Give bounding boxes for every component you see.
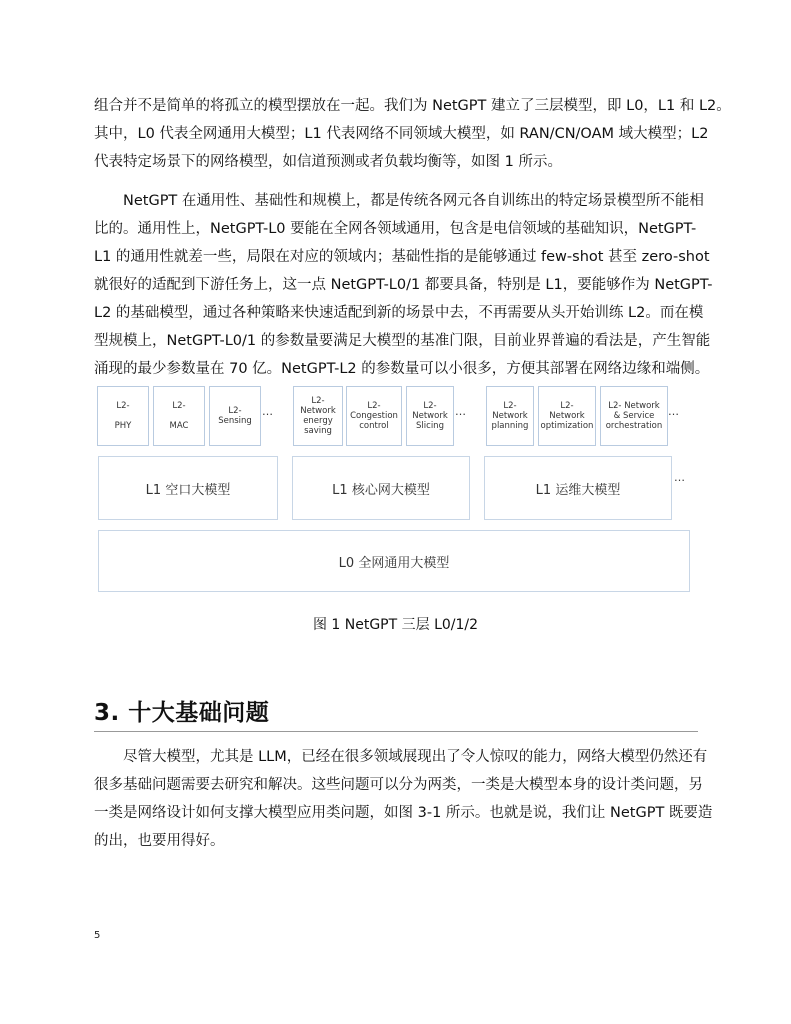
- ellipsis: …: [668, 405, 679, 418]
- text-line: 涌现的最少参数量在 70 亿。NetGPT-L2 的参数量可以小很多，方便其部署在网络边缘和端侧。: [94, 361, 710, 377]
- l2-box-network-planning: L2- Network planning: [486, 386, 534, 446]
- l2-box-phy: L2- PHY: [97, 386, 149, 446]
- text-line: 代表特定场景下的网络模型，如信道预测或者负载均衡等，如图 1 所示。: [94, 154, 562, 170]
- text-line: 组合并不是简单的将孤立的模型摆放在一起。我们为 NetGPT 建立了三层模型，即 L0，L1 和 L2。: [94, 98, 731, 114]
- heading-rule: [94, 731, 698, 732]
- text-line: L1 的通用性就差一些，局限在对应的领域内；基础性指的是能够通过 few-shot 甚至 zero-shot: [94, 249, 710, 265]
- figure-caption: 图 1 NetGPT 三层 L0/1/2: [312, 617, 479, 633]
- text-line: 一类是网络设计如何支撑大模型应用类问题，如图 3-1 所示。也就是说，我们让 NetGPT 既要造: [94, 805, 713, 821]
- body-paragraph: [94, 187, 713, 383]
- ellipsis: …: [455, 405, 466, 418]
- l2-box-energy-saving: L2- Network energy saving: [293, 386, 343, 446]
- text-line: 型规模上，NetGPT-L0/1 的参数量要满足大模型的基准门限，目前业界普遍的看法是，产生智能: [94, 333, 711, 349]
- l1-box-ran: L1 空口大模型: [98, 456, 278, 520]
- l2-box-sensing: L2- Sensing: [209, 386, 261, 446]
- l1-box-core: L1 核心网大模型: [292, 456, 470, 520]
- l1-box-oam: L1 运维大模型: [484, 456, 672, 520]
- section-heading: 3. 十大基础问题: [94, 700, 270, 726]
- l2-box-congestion-control: L2- Congestion control: [346, 386, 402, 446]
- l2-box-network-optimization: L2- Network optimization: [538, 386, 596, 446]
- text-line: 就很好的适配到下游任务上，这一点 NetGPT-L0/1 都要具备，特别是 L1，要能够作为 NetGPT-: [94, 277, 713, 293]
- text-line: 比的。通用性上，NetGPT-L0 要能在全网各领域通用，包含是电信领域的基础知识，NetGPT-: [94, 221, 697, 237]
- intro-paragraph: [94, 92, 731, 176]
- ellipsis: …: [262, 405, 273, 418]
- l2-box-network-slicing: L2- Network Slicing: [406, 386, 454, 446]
- text-line: L2 的基础模型，通过各种策略来快速适配到新的场景中去，不再需要从头开始训练 L2。而在模: [94, 305, 704, 321]
- text-line: 其中，L0 代表全网通用大模型；L1 代表网络不同领域大模型，如 RAN/CN/OAM 域大模型；L2: [94, 126, 709, 142]
- text-line: 很多基础问题需要去研究和解决。这些问题可以分为两类，一类是大模型本身的设计类问题，另: [94, 777, 703, 793]
- body-paragraph: [94, 743, 713, 855]
- text-line: NetGPT 在通用性、基础性和规模上，都是传统各网元各自训练出的特定场景模型所不能相: [123, 193, 704, 209]
- ellipsis: …: [674, 471, 685, 484]
- text-line: 尽管大模型，尤其是 LLM，已经在很多领域展现出了令人惊叹的能力，网络大模型仍然还有: [123, 749, 708, 765]
- l2-box-service-orchestration: L2- Network & Service orchestration: [600, 386, 668, 446]
- l2-box-mac: L2- MAC: [153, 386, 205, 446]
- l0-box: L0 全网通用大模型: [98, 530, 690, 592]
- page-number: 5: [94, 930, 101, 941]
- text-line: 的出，也要用得好。: [94, 833, 225, 849]
